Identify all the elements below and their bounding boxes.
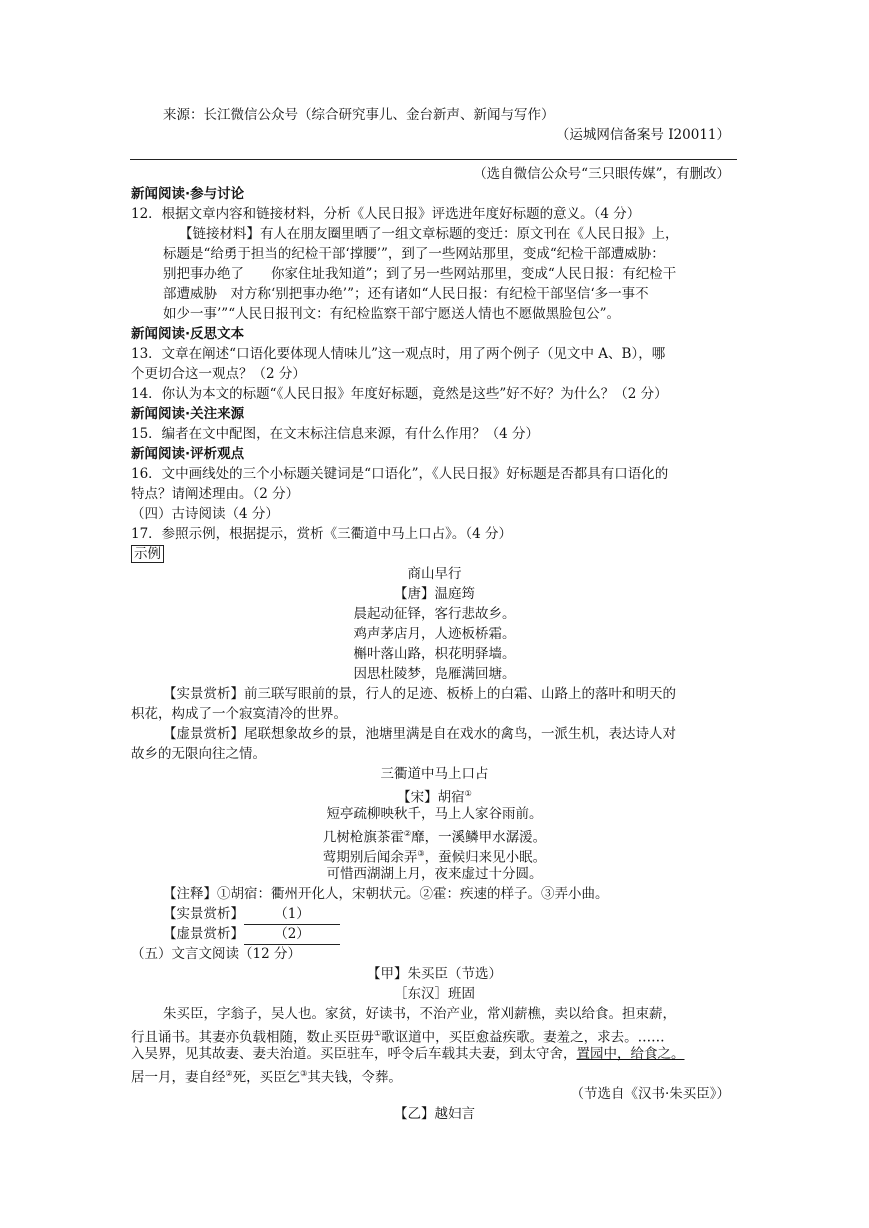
question-17: 17．参照示例，根据提示，赏析《三衢道中马上口占》。（4 分） [131,526,513,542]
section-heading-reflect: 新闻阅读·反思文本 [131,326,245,342]
poem1-line: 槲叶落山路，枳花明驿墙。 [353,646,516,662]
textA-line: 居一月，妻自经②死，买臣乞③其夫钱，令葬。 [131,1069,402,1086]
poem2-line: 几树枪旗茶霍②靡，一溪鳞甲水潺湲。 [322,829,547,846]
poem2-title: 三衢道中马上口占 [380,766,489,782]
selected-from: （选自微信公众号“三只眼传媒”，有删改） [473,166,730,182]
link-material-line: 【链接材料】有人在朋友圈里晒了一组文章标题的变迁：原文刊在《人民日报》上， [179,226,679,242]
poem2-line: 短亭疏柳映秋千，马上人家谷雨前。 [326,806,543,822]
textA-author: ［东汉］班固 [394,986,475,1002]
poem1-line: 因思杜陵梦，凫雁满回塘。 [353,666,516,682]
poem1-author: 【唐】温庭筠 [394,586,475,602]
textA-line: 入吴界，见其故妻、妻夫治道。买臣驻车，呼令后车载其夫妻，到太守舍，置园中，给食之。 [131,1046,685,1062]
real-appreciation: 【实景赏析】前三联写眼前的景，行人的足迹、板桥上的白霜、山路上的落叶和明天的 [163,686,676,702]
example-box: 示例 [131,545,164,563]
link-material-line: 标题是“给勇于担当的纪检干部‘撑腰’”，到了一些网站那里，变成“纪检干部遭威胁： [163,246,665,262]
question-16: 16．文中画线处的三个小标题关键词是“口语化”，《人民日报》好标题是否都具有口语化的 [131,466,669,482]
textA-line: 朱买臣，字翁子，吴人也。家贫，好读书，不治产业，常刈薪樵，卖以给食。担束薪， [163,1006,676,1022]
registration-number: （运城网信备案号 I20011） [555,127,730,143]
poem1-line: 鸡声茅店月，人迹板桥霜。 [353,626,516,642]
virtual-appreciation-cont: 故乡的无限向往之情。 [131,746,266,762]
section-heading-source: 新闻阅读·关注来源 [131,406,245,422]
link-material-line: 如少一事’”“人民日报刊文：有纪检监察干部宁愿送人情也不愿做黑脸包公”。 [163,306,620,322]
question-14: 14．你认为本文的标题“《人民日报》年度好标题，竟然是这些”好不好？为什么？（2 分） [131,386,668,402]
poem2-line: 可惜西湖湖上月，夜来虚过十分圆。 [326,866,543,882]
textA-source: （节选自《汉书·朱买臣》） [570,1086,730,1102]
poem2-line: 莺期别后闻余弄③，蚕候归来见小眠。 [322,849,547,866]
section-heading-evaluate: 新闻阅读·评析观点 [131,446,245,462]
real-answer-row: 【实景赏析】 （1） [163,904,340,925]
question-15: 15．编者在文中配图，在文末标注信息来源，有什么作用？（4 分） [131,426,540,442]
poem1-line: 晨起动征铎，客行悲故乡。 [353,606,516,622]
link-material-line: 部遭威胁 对方称‘别把事办绝’”；还有诸如“人民日报：有纪检干部坚信‘多一事不 [163,286,649,302]
poem-notes: 【注释】①胡宿：衢州开化人，宋朝状元。②霍：疾速的样子。③弄小曲。 [163,886,609,902]
question-13: 13．文章在阐述“口语化要体现人情味儿”这一观点时，用了两个例子（见文中 A、B），哪 [131,346,666,362]
part-5-heading: （五）文言文阅读（12 分） [131,946,301,962]
textB-title: 【乙】越妇言 [394,1106,475,1122]
virtual-answer-row: 【虚景赏析】 （2） [163,924,340,945]
question-12: 12．根据文章内容和链接材料，分析《人民日报》评选进年度好标题的意义。（4 分） [131,206,641,222]
source-line: 来源：长江微信公众号（综合研究事儿、金台新声、新闻与写作） [163,107,555,123]
virtual-appreciation: 【虚景赏析】尾联想象故乡的景，池塘里满是自在戏水的禽鸟，一派生机，表达诗人对 [163,726,676,742]
divider [130,159,737,160]
poem1-title: 商山早行 [407,566,462,582]
answer-blank-1[interactable]: （1） [244,904,340,925]
example-label [131,544,164,564]
part-4-heading: （四）古诗阅读（4 分） [131,506,279,522]
link-material-line: 别把事办绝了 你家住址我知道”；到了另一些网站那里，变成“人民日报：有纪检干 [163,266,677,282]
real-appreciation-cont: 枳花，构成了一个寂寞清冷的世界。 [131,706,347,722]
poem2-author: 【宋】胡宿① [397,789,472,806]
textA-title: 【甲】朱买臣（节选） [367,966,502,982]
question-13-cont: 个更切合这一观点？（2 分） [131,366,306,382]
textA-line: 行且诵书。其妻亦负载相随，数止买臣毋①歌讴道中，买臣愈益疾歌。妻羞之，求去。…… [131,1029,665,1046]
section-heading-participate: 新闻阅读·参与讨论 [131,186,245,202]
question-16-cont: 特点？请阐述理由。（2 分） [131,486,300,502]
answer-blank-2[interactable]: （2） [244,924,340,945]
underlined-sentence: 置园中，给食之。 [576,1046,685,1062]
